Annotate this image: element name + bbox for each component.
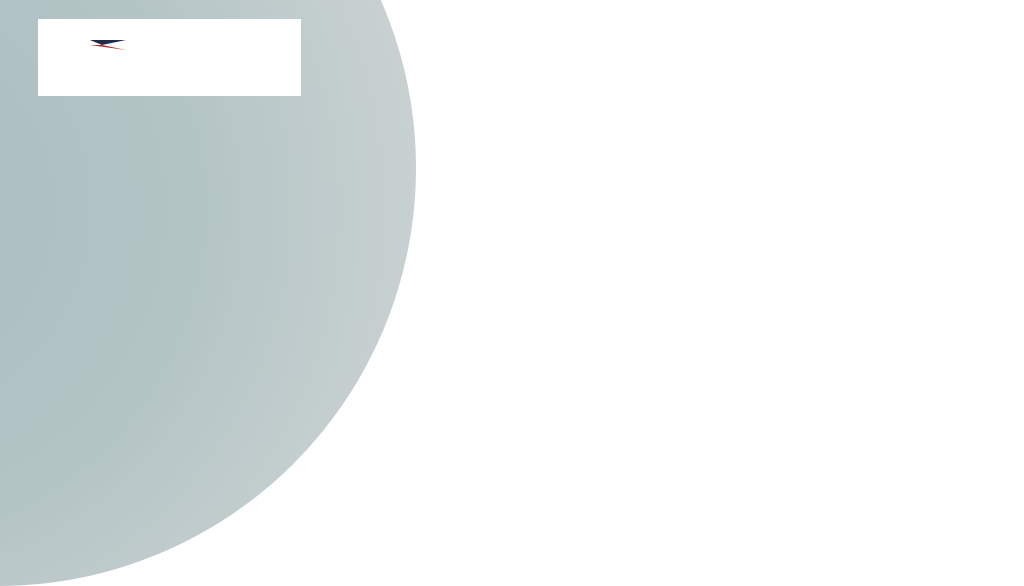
logo-card	[38, 19, 301, 96]
pyramid-flag-icon	[90, 38, 126, 52]
